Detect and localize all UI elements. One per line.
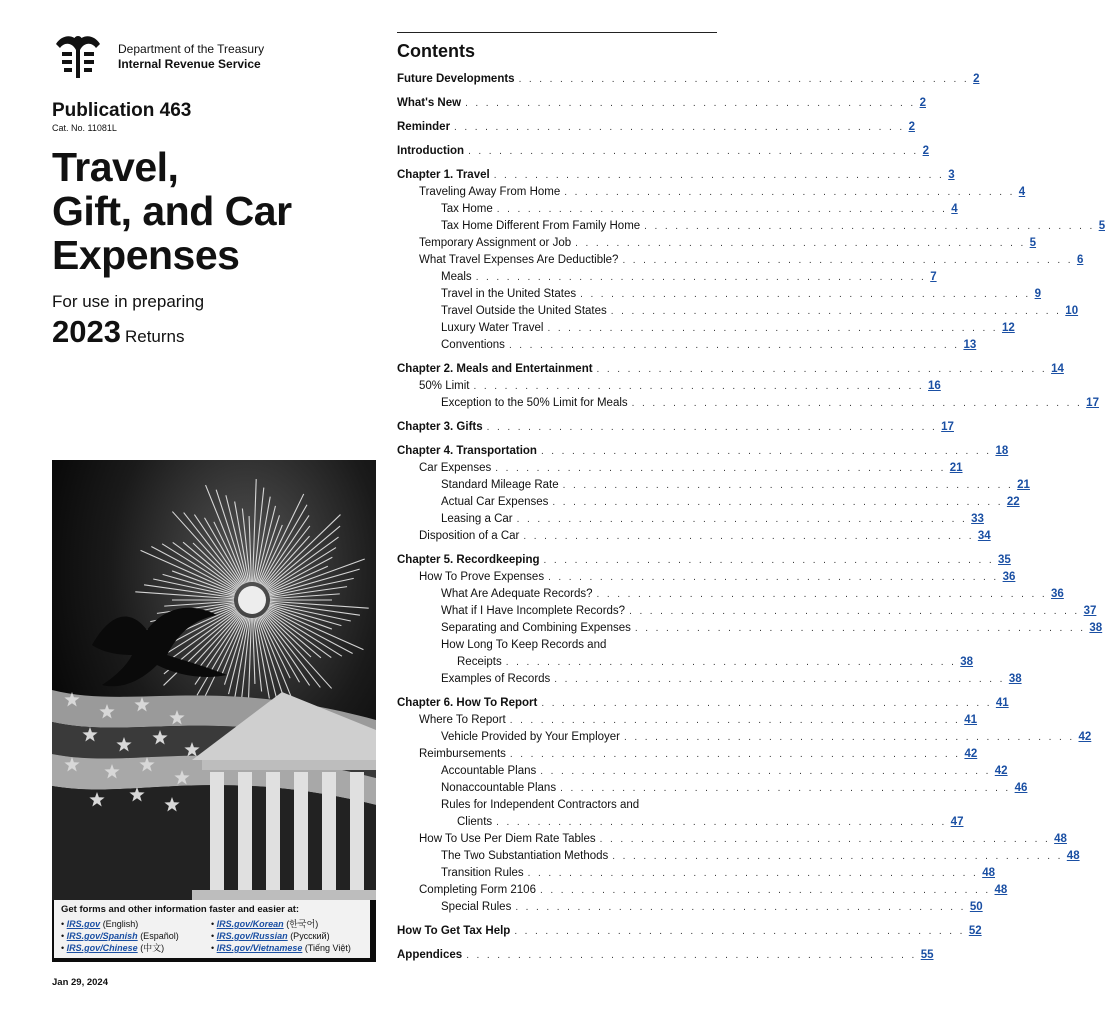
toc-leader-dots: . . . . . . . . . . . . . . . . . . . . . . . . . . . . . . . . . . . . . . . . . . . . [468,146,919,157]
toc-entry-title: How To Get Tax Help [397,925,511,937]
toc-page-link[interactable]: 47 [950,816,964,828]
toc-page-link[interactable]: 6 [1076,254,1084,266]
toc-entry[interactable] [397,864,995,881]
toc-entry[interactable] [397,142,929,159]
toc-leader-dots: . . . . . . . . . . . . . . . . . . . . . . . . . . . . . . . . . . . . . . . . . . . . [527,868,979,879]
toc-entry[interactable] [397,166,955,183]
toc-leader-dots: . . . . . . . . . . . . . . . . . . . . . . . . . . . . . . . . . . . . . . . . . . . . [475,272,927,283]
toc-entry[interactable] [397,585,1064,602]
toc-entry-title: Future Developments [397,73,515,85]
toc-entry-title: How To Use Per Diem Rate Tables [419,833,596,845]
irs-gov-spanish-link[interactable]: IRS.gov/Spanish [66,931,138,941]
toc-entry[interactable] [397,94,926,111]
toc-entry[interactable] [397,476,1030,493]
toc-leader-dots: . . . . . . . . . . . . . . . . . . . . . . . . . . . . . . . . . . . . . . . . . . . . [454,122,905,133]
toc-entry[interactable] [397,377,941,394]
irs-eagle-logo-icon [52,32,104,82]
toc-entry[interactable] [397,728,1092,745]
toc-page-link[interactable]: 41 [995,697,1009,709]
toc-entry-title: Examples of Records [441,673,551,685]
toc-entry-title: Introduction [397,145,465,157]
toc-page-link[interactable]: 18 [995,445,1009,457]
toc-leader-dots: . . . . . . . . . . . . . . . . . . . . . . . . . . . . . . . . . . . . . . . . . . . . [465,98,916,109]
toc-leader-dots: . . . . . . . . . . . . . . . . . . . . . . . . . . . . . . . . . . . . . . . . . . . . [473,381,925,392]
toc-entry-title: Appendices [397,949,463,961]
toc-page-link[interactable]: 37 [1083,605,1097,617]
toc-entry[interactable] [397,813,964,830]
toc-page-link[interactable]: 35 [998,554,1011,566]
toc-entry-title: Transition Rules [441,867,524,879]
toc-entry-title: Traveling Away From Home [419,186,561,198]
capitol-column [238,772,252,890]
toc-page-link[interactable]: 48 [1054,833,1067,845]
toc-spacer [397,544,717,551]
toc-entry [397,796,717,813]
toc-page-link[interactable]: 10 [1065,305,1079,317]
toc-spacer [397,111,717,118]
toc-leader-dots: . . . . . . . . . . . . . . . . . . . . . . . . . . . . . . . . . . . . . . . . . . . . [624,732,1075,743]
cover-illustration [52,460,376,962]
toc-leader-dots: . . . . . . . . . . . . . . . . . . . . . . . . . . . . . . . . . . . . . . . . . . . . [515,902,966,913]
contents-heading: Contents [397,41,475,61]
toc-page-link[interactable]: 3 [948,169,955,181]
toc-entry-title: Chapter 6. How To Report [397,697,538,709]
toc-spacer [397,353,717,360]
toc-entry-title: What Are Adequate Records? [441,588,593,600]
toc-entry-title: Chapter 2. Meals and Entertainment [397,363,593,375]
toc-page-link[interactable]: 38 [960,656,974,668]
toc-entry[interactable] [397,510,984,527]
toc-leader-dots: . . . . . . . . . . . . . . . . . . . . . . . . . . . . . . . . . . . . . . . . . . . . [516,514,968,525]
toc-page-link[interactable]: 7 [930,271,937,283]
toc-leader-dots: . . . . . . . . . . . . . . . . . . . . . . . . . . . . . . . . . . . . . . . . . . . . [505,657,957,668]
toc-page-link[interactable]: 42 [994,765,1008,777]
toc-entry-title: Receipts [457,656,502,668]
toc-entry-title: Where To Report [419,714,506,726]
toc-entry-title: Separating and Combining Expenses [441,622,631,634]
language-label: (中文) [140,943,165,953]
language-label: (English) [102,919,139,929]
agency-header [52,32,372,88]
irs-gov-vietnamese-link[interactable]: IRS.gov/Vietnamese [216,943,303,953]
toc-page-link[interactable]: 9 [1034,288,1042,300]
toc-page-link[interactable]: 22 [1006,496,1020,508]
toc-leader-dots: . . . . . . . . . . . . . . . . . . . . . . . . . . . . . . . . . . . . . . . . . . . . [523,531,974,542]
toc-entry[interactable] [397,619,1103,636]
toc-entry[interactable] [397,779,1028,796]
toc-page-link[interactable]: 17 [941,421,954,433]
capitol-column [322,772,336,890]
toc-entry[interactable] [397,285,1042,302]
toc-page-link[interactable]: 21 [949,462,963,474]
toc-page-link[interactable]: 5 [1029,237,1037,249]
irs-gov-russian-link[interactable]: IRS.gov/Russian [216,931,288,941]
toc-page-link[interactable]: 13 [963,339,977,351]
toc-entry[interactable] [397,394,1099,411]
toc-page-link[interactable]: 2 [919,97,926,109]
toc-entry[interactable] [397,360,1064,377]
toc-entry-title: Disposition of a Car [419,530,520,542]
toc-leader-dots: . . . . . . . . . . . . . . . . . . . . . . . . . . . . . . . . . . . . . . . . . . . . [540,766,991,777]
toc-page-link[interactable]: 4 [1018,186,1026,198]
toc-entry[interactable] [397,319,1015,336]
toc-entry[interactable] [397,251,1084,268]
language-label: (Русский) [290,931,330,941]
toc-page-link[interactable]: 12 [1001,322,1015,334]
toc-entry-title: Rules for Independent Contractors and [441,799,640,811]
toc-entry[interactable] [397,183,1026,200]
toc-entry[interactable] [397,830,1067,847]
document-title [52,145,292,277]
toc-page-link[interactable]: 17 [1086,397,1099,409]
toc-leader-dots: . . . . . . . . . . . . . . . . . . . . . . . . . . . . . . . . . . . . . . . . . . . . [631,398,1083,409]
toc-entry-title: Chapter 5. Recordkeeping [397,554,540,566]
toc-leader-dots: . . . . . . . . . . . . . . . . . . . . . . . . . . . . . . . . . . . . . . . . . . . . [552,497,1003,508]
toc-entry[interactable] [397,847,1080,864]
publication-date: Jan 29, 2024 [52,977,108,988]
toc-entry-title: Standard Mileage Rate [441,479,559,491]
toc-entry[interactable] [397,670,1022,687]
toc-leader-dots: . . . . . . . . . . . . . . . . . . . . . . . . . . . . . . . . . . . . . . . . . . . . [599,834,1051,845]
tax-year: 2023 [52,314,121,349]
language-label: (Español) [140,931,179,941]
toc-entry-title: Conventions [441,339,505,351]
toc-entry[interactable] [397,336,977,353]
agency-department: Department of the Treasury [118,42,265,56]
toc-page-link[interactable]: 55 [920,949,934,961]
toc-entry[interactable] [397,745,978,762]
toc-entry [397,636,717,653]
toc-entry-title: Exception to the 50% Limit for Meals [441,397,628,409]
publication-number: Publication 463 [52,100,192,121]
toc-page-link[interactable]: 36 [1002,571,1016,583]
toc-page-link[interactable]: 38 [1008,673,1022,685]
get-forms-heading: Get forms and other information faster and easier at: [61,904,300,915]
toc-entry[interactable] [397,302,1079,319]
toc-leader-dots: . . . . . . . . . . . . . . . . . . . . . . . . . . . . . . . . . . . . . . . . . . . . [540,446,992,457]
toc-entry-title: Tax Home Different From Family Home [441,220,641,232]
language-label: (한국어) [286,919,319,929]
capitol-column [294,772,308,890]
toc-leader-dots: . . . . . . . . . . . . . . . . . . . . . . . . . . . . . . . . . . . . . . . . . . . . [610,306,1062,317]
toc-leader-dots: . . . . . . . . . . . . . . . . . . . . . . . . . . . . . . . . . . . . . . . . . . . . [509,715,961,726]
toc-leader-dots: . . . . . . . . . . . . . . . . . . . . . . . . . . . . . . . . . . . . . . . . . . . . [496,817,947,828]
toc-entry-title: 50% Limit [419,380,470,392]
fireworks-eagle-capitol-image [52,460,376,900]
toc-entry-title: Nonaccountable Plans [441,782,557,794]
toc-entry-title: Tax Home [441,203,493,215]
toc-spacer [397,939,717,946]
toc-entry-title: How Long To Keep Records and [441,639,607,651]
toc-leader-dots: . . . . . . . . . . . . . . . . . . . . . . . . . . . . . . . . . . . . . . . . . . . . [596,364,1048,375]
toc-entry-title: What Travel Expenses Are Deductible? [419,254,619,266]
toc-entry[interactable] [397,762,1008,779]
toc-leader-dots: . . . . . . . . . . . . . . . . . . . . . . . . . . . . . . . . . . . . . . . . . . . . [596,589,1048,600]
toc-page-link[interactable]: 5 [1098,220,1105,232]
catalog-number: Cat. No. 11081L [52,123,117,133]
toc-entry[interactable] [397,711,978,728]
toc-entry[interactable] [397,459,963,476]
for-use-text: For use in preparing [52,292,205,311]
toc-page-link[interactable]: 48 [982,867,995,879]
toc-leader-dots: . . . . . . . . . . . . . . . . . . . . . . . . . . . . . . . . . . . . . . . . . . . . [509,749,961,760]
toc-entry-title: Travel in the United States [441,288,577,300]
toc-leader-dots: . . . . . . . . . . . . . . . . . . . . . . . . . . . . . . . . . . . . . . . . . . . . [493,170,945,181]
toc-entry-title: Reminder [397,121,451,133]
toc-entry-title: Clients [457,816,493,828]
irs-gov-chinese-link[interactable]: IRS.gov/Chinese [66,943,138,953]
toc-entry[interactable] [397,493,1020,510]
toc-page-link[interactable]: 48 [994,884,1008,896]
capitol-column [210,772,224,890]
toc-entry-title: Chapter 4. Transportation [397,445,537,457]
toc-leader-dots: . . . . . . . . . . . . . . . . . . . . . . . . . . . . . . . . . . . . . . . . . . . . [518,74,970,85]
toc-entry-title: Actual Car Expenses [441,496,549,508]
toc-entry-title: How To Prove Expenses [419,571,545,583]
toc-leader-dots: . . . . . . . . . . . . . . . . . . . . . . . . . . . . . . . . . . . . . . . . . . . . [496,204,948,215]
returns-label: Returns [124,327,185,346]
toc-entry-title: Car Expenses [419,462,492,474]
toc-entry-title: The Two Substantiation Methods [441,850,609,862]
toc-spacer [397,915,717,922]
toc-entry[interactable] [397,268,937,285]
toc-page-link[interactable]: 21 [1017,479,1030,491]
toc-entry[interactable] [397,217,1105,234]
toc-entry[interactable] [397,70,980,87]
toc-leader-dots: . . . . . . . . . . . . . . . . . . . . . . . . . . . . . . . . . . . . . . . . . . . . [562,480,1014,491]
toc-entry[interactable] [397,200,958,217]
toc-entry-title: Luxury Water Travel [441,322,544,334]
toc-page-link[interactable]: 48 [1066,850,1080,862]
toc-page-link[interactable]: 46 [1014,782,1028,794]
toc-page-link[interactable]: 2 [973,73,980,85]
toc-entry[interactable] [397,527,991,544]
toc-spacer [397,435,717,442]
toc-page-link[interactable]: 33 [971,513,984,525]
toc-spacer [397,687,717,694]
toc-leader-dots: . . . . . . . . . . . . . . . . . . . . . . . . . . . . . . . . . . . . . . . . . . . . [612,851,1063,862]
title-line: Gift, and Car [52,188,292,234]
toc-leader-dots: . . . . . . . . . . . . . . . . . . . . . . . . . . . . . . . . . . . . . . . . . . . . [543,555,995,566]
toc-entry[interactable] [397,922,982,939]
toc-leader-dots: . . . . . . . . . . . . . . . . . . . . . . . . . . . . . . . . . . . . . . . . . . . . [644,221,1095,232]
toc-entry-title: Reimbursements [419,748,506,760]
table-of-contents [397,32,1105,963]
toc-entry[interactable] [397,551,1011,568]
toc-leader-dots: . . . . . . . . . . . . . . . . . . . . . . . . . . . . . . . . . . . . . . . . . . . . [548,572,999,583]
toc-leader-dots: . . . . . . . . . . . . . . . . . . . . . . . . . . . . . . . . . . . . . . . . . . . . [580,289,1031,300]
toc-leader-dots: . . . . . . . . . . . . . . . . . . . . . . . . . . . . . . . . . . . . . . . . . . . . [560,783,1011,794]
irs-gov-english-link[interactable]: IRS.gov [66,919,101,929]
toc-spacer [397,159,717,166]
toc-page-link[interactable]: 34 [977,530,991,542]
toc-leader-dots: . . . . . . . . . . . . . . . . . . . . . . . . . . . . . . . . . . . . . . . . . . . . [514,926,965,937]
agency-service: Internal Revenue Service [118,57,261,71]
toc-leader-dots: . . . . . . . . . . . . . . . . . . . . . . . . . . . . . . . . . . . . . . . . . . . . [486,422,938,433]
toc-entry-title: Travel Outside the United States [441,305,607,317]
toc-spacer [397,135,717,142]
toc-entry[interactable] [397,881,1008,898]
language-label: (Tiếng Việt) [304,943,351,953]
toc-entry-title: Vehicle Provided by Your Employer [441,731,620,743]
toc-entry-title: Chapter 1. Travel [397,169,490,181]
toc-entry-title: Completing Form 2106 [419,884,536,896]
toc-leader-dots: . . . . . . . . . . . . . . . . . . . . . . . . . . . . . . . . . . . . . . . . . . . . [622,255,1073,266]
capitol-column [350,772,364,890]
toc-entry-title: Special Rules [441,901,512,913]
toc-entry[interactable] [397,118,915,135]
toc-page-link[interactable]: 36 [1051,588,1064,600]
toc-entry[interactable] [397,898,983,915]
toc-entry-title: Temporary Assignment or Job [419,237,572,249]
toc-entry[interactable] [397,653,974,670]
capitol-column [266,772,280,890]
toc-leader-dots: . . . . . . . . . . . . . . . . . . . . . . . . . . . . . . . . . . . . . . . . . . . . [634,623,1086,634]
toc-entry-title: Accountable Plans [441,765,537,777]
toc-entry[interactable] [397,946,934,963]
toc-leader-dots: . . . . . . . . . . . . . . . . . . . . . . . . . . . . . . . . . . . . . . . . . . . . [575,238,1026,249]
toc-page-link[interactable]: 52 [968,925,982,937]
toc-page-link[interactable]: 38 [1089,622,1103,634]
toc-page-link[interactable]: 4 [951,203,958,215]
title-line: Expenses [52,232,240,278]
toc-entry-title: What if I Have Incomplete Records? [441,605,626,617]
toc-entry-title: Leasing a Car [441,513,513,525]
toc-entry[interactable] [397,568,1016,585]
toc-entry-title: Chapter 3. Gifts [397,421,483,433]
toc-page-link[interactable]: 2 [908,121,915,133]
toc-page-link[interactable]: 2 [922,145,929,157]
irs-gov-korean-link[interactable]: IRS.gov/Korean [216,919,284,929]
toc-page-link[interactable]: 14 [1051,363,1064,375]
toc-leader-dots: . . . . . . . . . . . . . . . . . . . . . . . . . . . . . . . . . . . . . . . . . . . . [541,698,992,709]
toc-spacer [397,411,717,418]
toc-leader-dots: . . . . . . . . . . . . . . . . . . . . . . . . . . . . . . . . . . . . . . . . . . . . [466,950,917,961]
toc-entry[interactable] [397,418,954,435]
toc-leader-dots: . . . . . . . . . . . . . . . . . . . . . . . . . . . . . . . . . . . . . . . . . . . . [539,885,991,896]
toc-entry-title: Meals [441,271,472,283]
toc-page-link[interactable]: 50 [969,901,983,913]
toc-entry[interactable] [397,442,1009,459]
toc-entry[interactable] [397,694,1009,711]
toc-page-link[interactable]: 42 [964,748,978,760]
toc-page-link[interactable]: 16 [928,380,941,392]
toc-leader-dots: . . . . . . . . . . . . . . . . . . . . . . . . . . . . . . . . . . . . . . . . . . . . [554,674,1005,685]
toc-spacer [397,87,717,94]
tax-year-line [52,314,185,350]
toc-leader-dots: . . . . . . . . . . . . . . . . . . . . . . . . . . . . . . . . . . . . . . . . . . . . [629,606,1080,617]
toc-leader-dots: . . . . . . . . . . . . . . . . . . . . . . . . . . . . . . . . . . . . . . . . . . . . [495,463,946,474]
toc-page-link[interactable]: 42 [1078,731,1092,743]
toc-leader-dots: . . . . . . . . . . . . . . . . . . . . . . . . . . . . . . . . . . . . . . . . . . . . [508,340,960,351]
toc-entry-title: What's New [397,97,462,109]
get-forms-box: Get forms and other information faster and easier at: • IRS.gov (English) • IRS.gov/Spanish (Español) • IRS.gov/Chinese (中文) • IRS.gov/Korean (한국어) • IRS.gov/Russian (Русский) • IRS.gov/Vietnamese (Tiếng Việt) [54,900,370,958]
toc-page-link[interactable]: 41 [964,714,978,726]
toc-entry[interactable] [397,234,1037,251]
title-line: Travel, [52,144,179,190]
toc-entry[interactable] [397,602,1097,619]
toc-leader-dots: . . . . . . . . . . . . . . . . . . . . . . . . . . . . . . . . . . . . . . . . . . . . [564,187,1015,198]
toc-list [397,70,1105,963]
toc-leader-dots: . . . . . . . . . . . . . . . . . . . . . . . . . . . . . . . . . . . . . . . . . . . . [547,323,998,334]
